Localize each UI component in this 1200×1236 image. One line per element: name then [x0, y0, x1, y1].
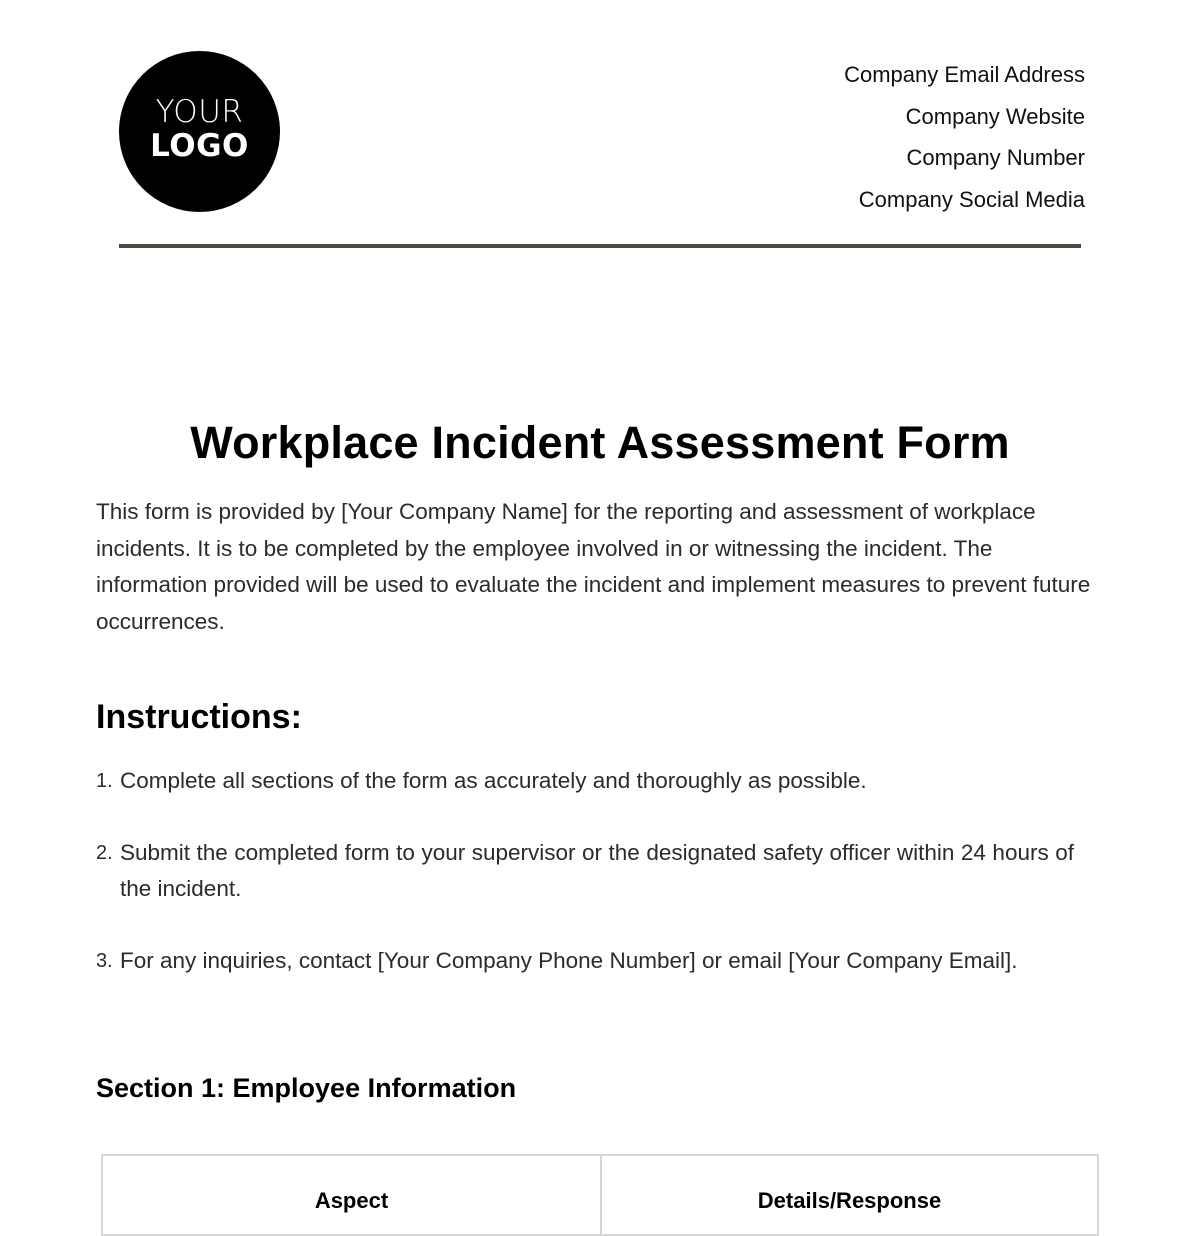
company-number: Company Number: [906, 145, 1085, 170]
company-logo: [119, 51, 280, 212]
instructions-list: [96, 763, 1074, 1014]
column-header-details-response: Details/Response: [601, 1155, 1098, 1235]
header-divider: [119, 244, 1081, 248]
logo-text-logo: LOGO: [150, 128, 249, 164]
company-email: Company Email Address: [844, 62, 1085, 87]
intro-paragraph: This form is provided by [Your Company Name] for the reporting and assessment of workplace incidents. It is to be completed by the employee involved in or witnessing the incident. The information provided will be used to evaluate the incident and implement measures to prevent future occurrences.: [96, 499, 1091, 634]
company-social-media: Company Social Media: [858, 186, 1085, 212]
instructions-heading: Instructions:: [96, 698, 302, 736]
instruction-number: 3.: [96, 949, 113, 972]
instruction-item: [96, 943, 1074, 980]
company-contact-block: [844, 54, 1085, 220]
instruction-text: Submit the completed form to your supervisor or the designated safety officer within 24 hours of the incident.: [120, 839, 1074, 901]
logo-text-your: YOUR: [155, 94, 244, 130]
instruction-item: [96, 835, 1074, 908]
employee-information-table: [101, 1154, 1099, 1236]
table-header-row: [102, 1155, 1098, 1235]
instruction-text: Complete all sections of the form as accurately and thoroughly as possible.: [120, 768, 867, 793]
section-1-heading: Section 1: Employee Information: [96, 1073, 517, 1103]
column-header-aspect: Aspect: [102, 1155, 601, 1235]
document-title: Workplace Incident Assessment Form: [190, 417, 1010, 468]
instruction-item: [96, 763, 1074, 800]
instruction-number: 1.: [96, 770, 113, 792]
company-website: Company Website: [905, 103, 1085, 129]
instruction-number: 2.: [96, 841, 113, 864]
instruction-text: For any inquiries, contact [Your Company Phone Number] or email [Your Company Email].: [120, 947, 1018, 973]
